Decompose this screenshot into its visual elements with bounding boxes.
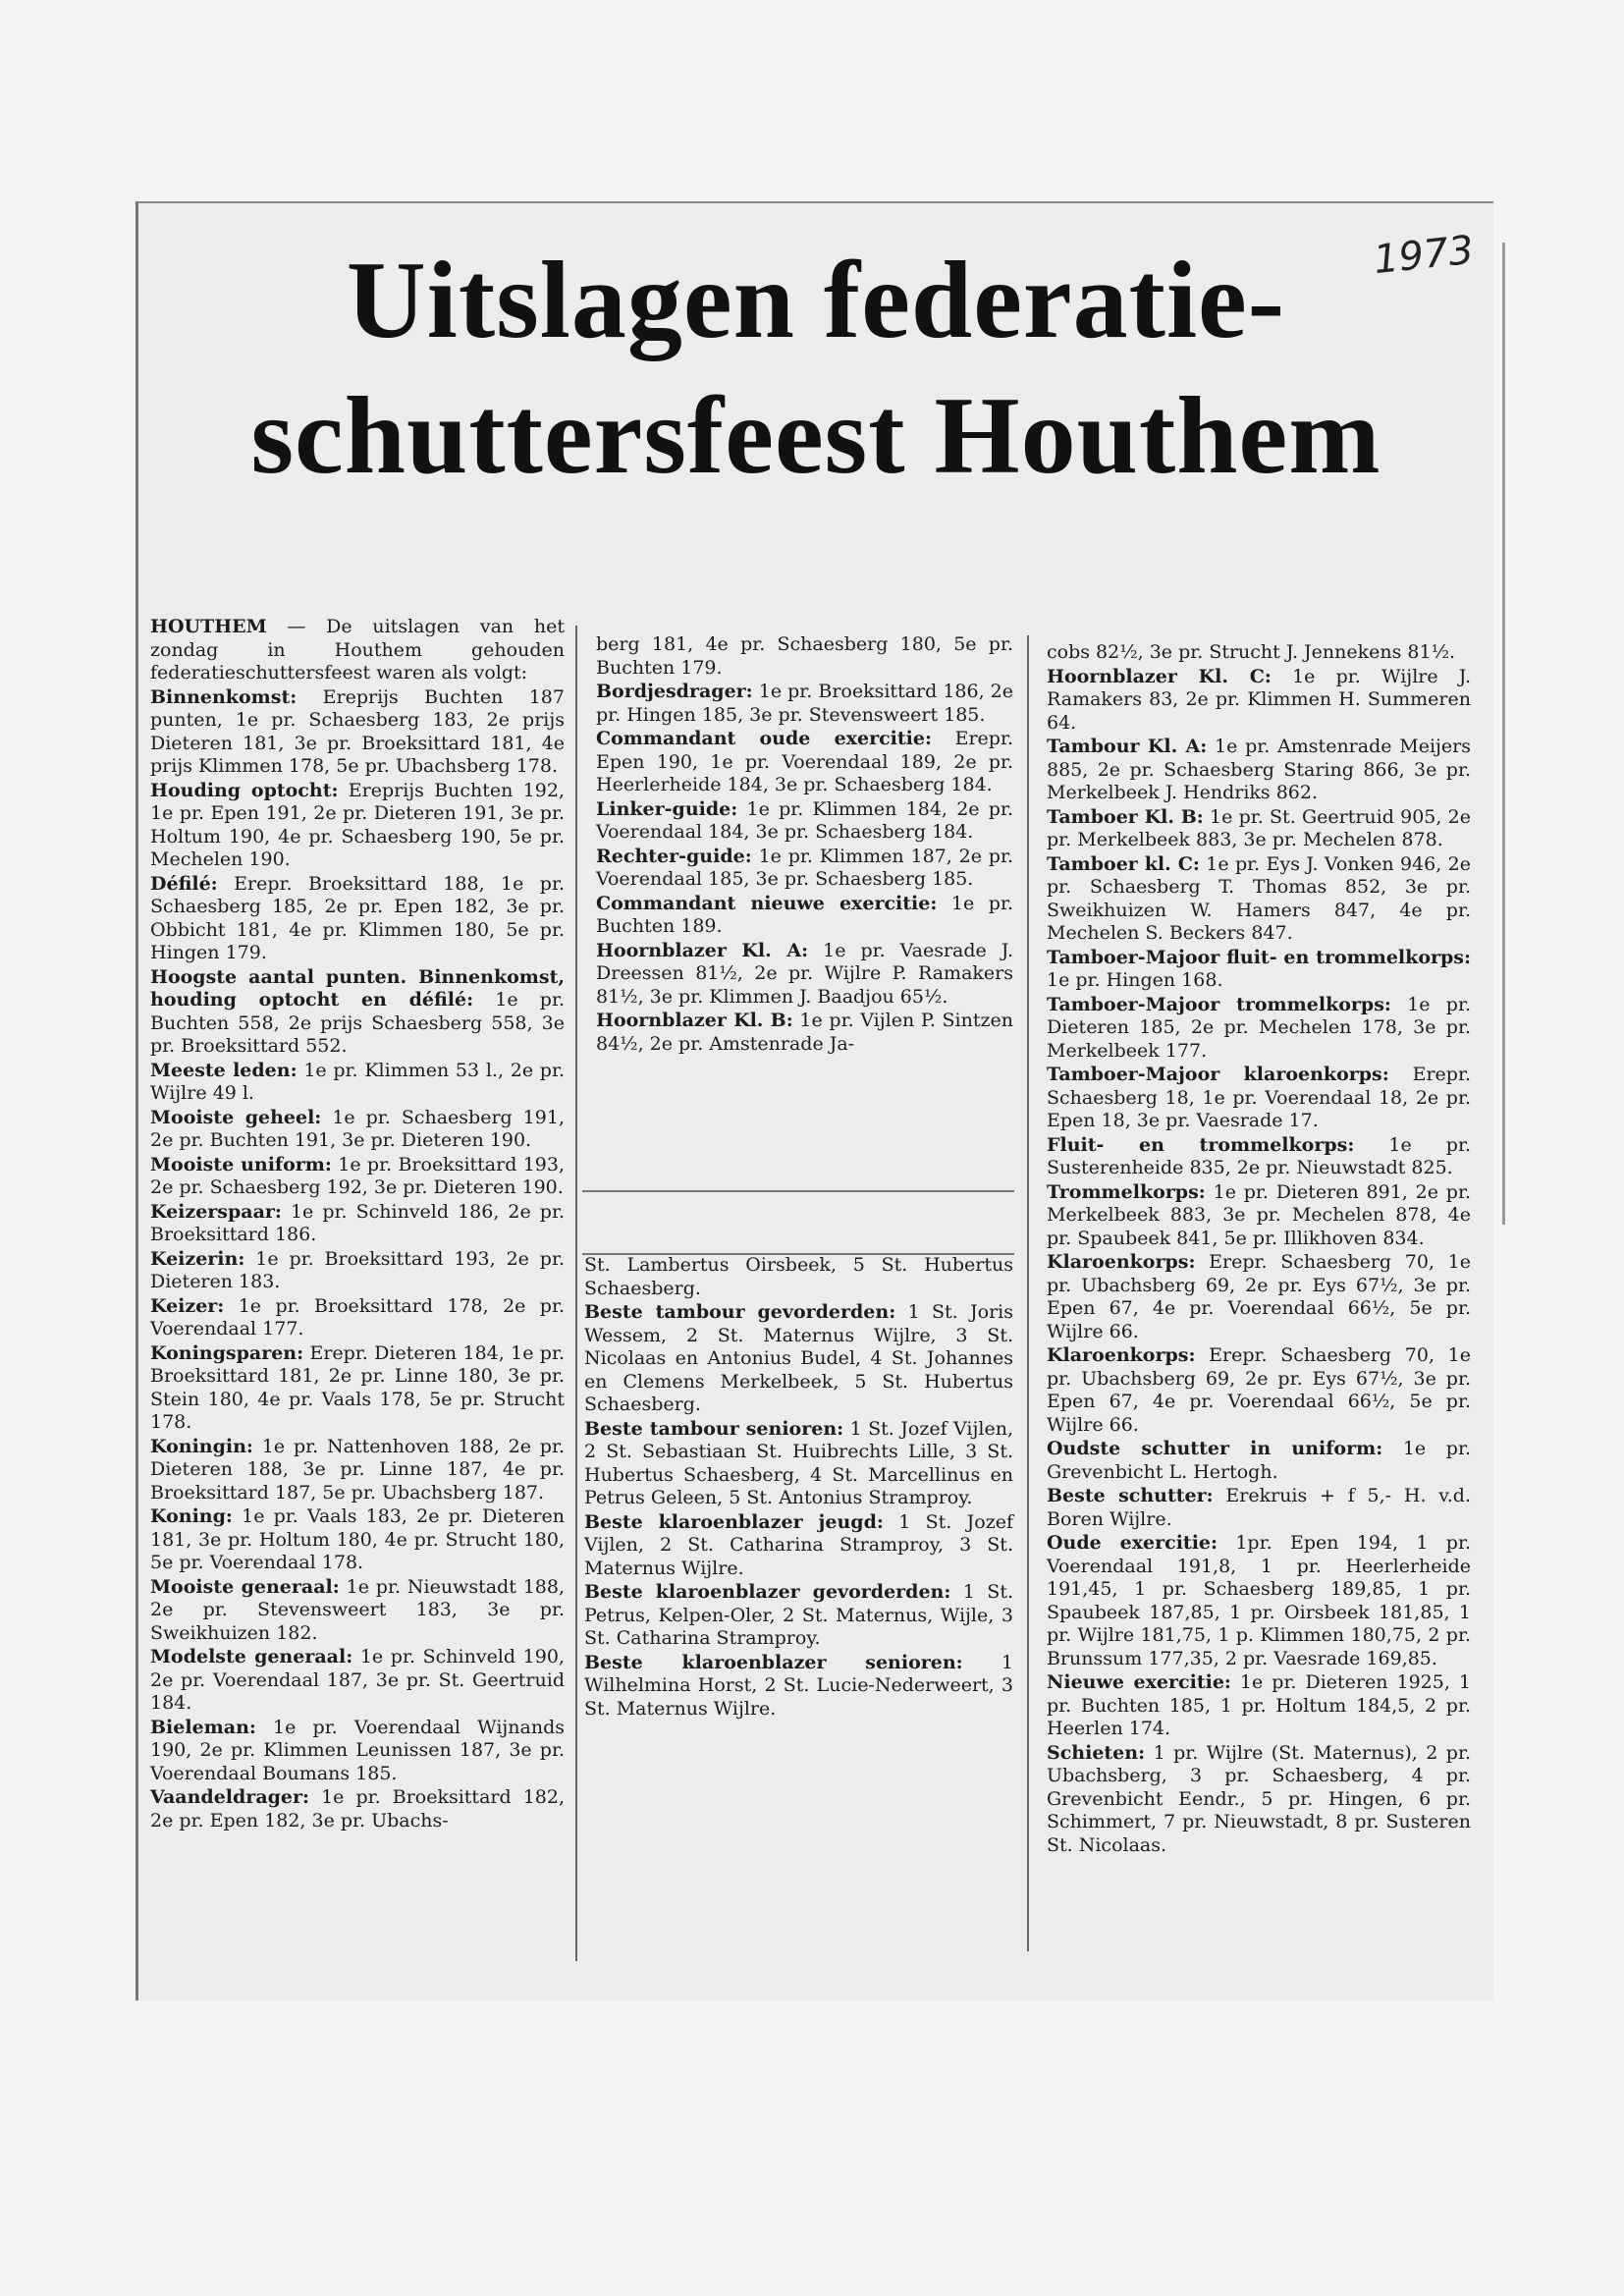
result-paragraph <box>150 873 565 965</box>
column-3 <box>1047 641 1471 1858</box>
result-text: 1e pr. Nattenhoven 188, 2e pr. Dieteren 188, 3e pr. Linne 187, 4e pr. Broeksittard 187, 5e pr. Ubachsberg 187. <box>150 1435 565 1503</box>
category-heading: Klaroenkorps: <box>1047 1251 1196 1273</box>
headline <box>158 233 1474 504</box>
result-text: 1e pr. Schaesberg 191, 2e pr. Buchten 191, 3e pr. Dieteren 190. <box>150 1106 565 1151</box>
category-heading: Mooiste generaal: <box>150 1575 340 1598</box>
result-paragraph <box>1047 1344 1471 1437</box>
result-paragraph <box>150 1436 565 1505</box>
category-heading: Beste klaroenblazer senioren: <box>584 1651 963 1673</box>
result-text: Erepr. Broeksittard 188, 1e pr. Schaesberg 185, 2e pr. Epen 182, 3e pr. Obbicht 181, 4e pr. Klimmen 180, 5e pr. Hingen 179. <box>150 872 565 963</box>
result-paragraph <box>1047 806 1471 852</box>
result-paragraph <box>1047 1251 1471 1343</box>
category-heading: Keizer: <box>150 1294 225 1317</box>
result-text: 1e pr. Voerendaal Wijnands 190, 2e pr. Klimmen Leunissen 187, 3e pr. Voerendaal Boumans 185. <box>150 1716 565 1784</box>
category-heading: Koning: <box>150 1505 233 1527</box>
result-paragraph <box>596 681 1013 727</box>
result-text: 1e pr. Hingen 168. <box>1047 969 1223 991</box>
result-text: Erepr. Dieteren 184, 1e pr. Broeksittard 181, 2e pr. Linne 180, 3e pr. Stein 180, 4e pr. Vaals 178, 5e pr. Strucht 178. <box>150 1341 565 1433</box>
result-text: 1e pr. Broeksittard 193, 2e pr. Schaesberg 192, 3e pr. Dieteren 190. <box>150 1153 566 1198</box>
category-heading: HOUTHEM <box>150 616 267 637</box>
result-text: Ereprijs Buchten 187 punten, 1e pr. Schaesberg 183, 2e prijs Dieteren 181, 3e pr. Broeksittard 181, 4e prijs Klimmen 178, 5e pr. Ubachsberg 178. <box>150 685 565 777</box>
category-heading: Beste klaroenblazer jeugd: <box>584 1510 884 1533</box>
category-heading: Tamboer-Majoor trommelkorps: <box>1047 993 1391 1015</box>
headline-line-1: Uitslagen federatie- <box>346 240 1286 361</box>
category-heading: Tambour Kl. A: <box>1047 736 1208 757</box>
category-heading: Schieten: <box>1047 1741 1146 1764</box>
result-text: 1e pr. Klimmen 184, 2e pr. Voerendaal 184, 3e pr. Schaesberg 184. <box>596 797 1013 843</box>
category-heading: Hoornblazer Kl. A: <box>596 939 809 961</box>
category-heading: Koningsparen: <box>150 1341 304 1364</box>
result-text: 1e pr. Vaals 183, 2e pr. Dieteren 181, 3e pr. Holtum 180, 4e pr. Strucht 180, 5e pr. Voerendaal 178. <box>150 1505 565 1573</box>
category-heading: Koningin: <box>150 1435 253 1457</box>
category-heading: Keizerin: <box>150 1247 245 1270</box>
result-paragraph <box>584 1301 1013 1417</box>
result-text: 1e pr. Buchten 558, 2e prijs Schaesberg 558, 3e pr. Broeksittard 552. <box>150 989 565 1057</box>
result-text: Erepr. Schaesberg 18, 1e pr. Voerendaal 18, 2e pr. Epen 18, 3e pr. Vaesrade 17. <box>1047 1064 1471 1131</box>
result-paragraph <box>1047 1181 1471 1251</box>
result-text: 1e pr. Broeksittard 178, 2e pr. Voerendaal 177. <box>150 1294 565 1339</box>
category-heading: Binnenkomst: <box>150 685 298 708</box>
result-text: 1 St. Jozef Vijlen, 2 St. Catharina Stramproy, 3 St. Maternus Wijlre. <box>584 1510 1013 1579</box>
result-paragraph <box>1047 641 1471 665</box>
category-heading: Oudste schutter in uniform: <box>1047 1438 1383 1459</box>
result-paragraph <box>150 1717 565 1786</box>
result-paragraph <box>150 966 565 1059</box>
headline-line-2: schuttersfeest Houthem <box>250 375 1381 497</box>
category-heading: Hoornblazer Kl. B: <box>596 1010 793 1031</box>
newspaper-clipping <box>135 201 1493 2000</box>
result-text: 1e pr. Eys J. Vonken 946, 2e pr. Schaesberg T. Thomas 852, 3e pr. Sweikhuizen W. Hamers 847, 4e pr. Mechelen S. Beckers 847. <box>1047 852 1471 944</box>
result-paragraph <box>596 798 1013 845</box>
result-text: 1 St. Jozef Vijlen, 2 St. Sebastiaan St. Huibrechts Lille, 3 St. Hubertus Schaesberg, 4 St. Marcellinus en Petrus Geleen, 5 St. Antonius Stramproy. <box>584 1417 1013 1508</box>
result-text: 1e pr. Wijlre J. Ramakers 83, 2e pr. Klimmen H. Summeren 64. <box>1047 665 1471 734</box>
category-heading: Bieleman: <box>150 1716 256 1738</box>
result-text: 1 pr. Wijlre (St. Maternus), 2 pr. Ubachsberg, 3 pr. Schaesberg, 4 pr. Grevenbicht Eendr., 5 pr. Hingen, 6 pr. Schimmert, 7 pr. Nieuwstadt, 8 pr. Susteren St. Nicolaas. <box>1047 1741 1471 1856</box>
result-text: 1e pr. Amstenrade Meijers 885, 2e pr. Schaesberg Staring 866, 3e pr. Merkelbeek J. Hendriks 862. <box>1047 736 1471 803</box>
category-heading: Meeste leden: <box>150 1059 298 1081</box>
result-text: Erekruis + f 5,- H. v.d. Boren Wijlre. <box>1047 1485 1471 1530</box>
result-paragraph <box>1047 1485 1471 1531</box>
result-paragraph <box>150 616 565 685</box>
column-divider <box>575 626 577 1961</box>
result-paragraph <box>150 1060 565 1106</box>
result-text: 1 Wilhelmina Horst, 2 St. Lucie-Nederweert, 3 St. Maternus Wijlre. <box>584 1651 1013 1720</box>
category-heading: Défilé: <box>150 872 218 895</box>
handwritten-year: 1973 <box>1371 227 1476 284</box>
category-heading: Fluit- en trommelkorps: <box>1047 1133 1355 1156</box>
category-heading: Mooiste geheel: <box>150 1106 322 1128</box>
result-text: 1e pr. Dieteren 185, 2e pr. Mechelen 178, 3e pr. Merkelbeek 177. <box>1047 993 1471 1062</box>
result-text: 1pr. Epen 194, 1 pr. Voerendaal 191,8, 1 pr. Heerlerheide 191,45, 1 pr. Schaesberg 189,85, 1 pr. Spaubeek 187,85, 1 pr. Oirsbeek 181,85, 1 pr. Wijlre 181,75, 1 p. Klimmen 180,75, 2 pr. Brunssum 177,35, 2 pr. Vaesrade 169,85. <box>1047 1532 1471 1669</box>
category-heading: Commandant oude exercitie: <box>596 728 932 749</box>
category-heading: Rechter-guide: <box>596 845 752 867</box>
result-text: Erepr. Schaesberg 70, 1e pr. Ubachsberg 69, 2e pr. Eys 67½, 3e pr. Epen 67, 4e pr. Voerendaal 66½, 5e pr. Wijlre 66. <box>1047 1344 1471 1436</box>
result-text: 1e pr. Vaesrade J. Dreessen 81½, 2e pr. Wijlre P. Ramakers 81½, 3e pr. Klimmen J. Baadjou 65½. <box>596 939 1013 1008</box>
category-heading: Tamboer-Majoor fluit- en trommelkorps: <box>1047 946 1471 968</box>
column-2 <box>596 633 1013 1057</box>
result-paragraph <box>596 1010 1013 1056</box>
category-heading: Hoogste aantal punten. Binnenkomst, houding optocht en défilé: <box>150 965 565 1011</box>
category-heading: Commandant nieuwe exercitie: <box>596 892 938 914</box>
result-paragraph <box>150 1201 565 1247</box>
result-text: Erepr. Schaesberg 70, 1e pr. Ubachsberg 69, 2e pr. Eys 67½, 3e pr. Epen 67, 4e pr. Voerendaal 66½, 5e pr. Wijlre 66. <box>1047 1251 1471 1342</box>
result-paragraph <box>150 1576 565 1646</box>
result-paragraph <box>1047 1532 1471 1670</box>
result-paragraph <box>1047 736 1471 805</box>
result-text: — De uitslagen van het zondag in Houthem gehouden federatieschuttersfeest waren als volgt: <box>150 616 565 683</box>
category-heading: Beste tambour senioren: <box>584 1417 844 1440</box>
result-paragraph <box>596 633 1013 680</box>
category-heading: Beste schutter: <box>1047 1485 1214 1506</box>
result-paragraph <box>1047 1438 1471 1484</box>
result-paragraph <box>1047 1671 1471 1741</box>
column-divider <box>1027 635 1029 1951</box>
result-paragraph <box>150 1107 565 1153</box>
result-paragraph <box>596 940 1013 1010</box>
category-heading: Houding optocht: <box>150 779 339 801</box>
result-paragraph <box>584 1254 1013 1300</box>
column-2-continued <box>584 1254 1013 1722</box>
result-paragraph <box>584 1511 1013 1581</box>
result-paragraph <box>150 1342 565 1435</box>
category-heading: Klaroenkorps: <box>1047 1344 1196 1366</box>
category-heading: Hoornblazer Kl. C: <box>1047 665 1272 687</box>
category-heading: Bordjesdrager: <box>596 681 753 702</box>
result-text: Ereprijs Buchten 192, 1e pr. Epen 191, 2e pr. Dieteren 191, 3e pr. Holtum 190, 4e pr. Schaesberg 190, 5e pr. Mechelen 190. <box>150 779 565 870</box>
result-text: 1e pr. Broeksittard 182, 2e pr. Epen 182, 3e pr. Ubachs- <box>150 1786 565 1831</box>
result-paragraph <box>584 1581 1013 1651</box>
category-heading: Trommelkorps: <box>1047 1180 1206 1203</box>
category-heading: Tamboer kl. C: <box>1047 852 1200 875</box>
result-paragraph <box>1047 666 1471 736</box>
result-paragraph <box>1047 853 1471 946</box>
result-text: 1e pr. Nieuwstadt 188, 2e pr. Stevensweert 183, 3e pr. Sweikhuizen 182. <box>150 1575 565 1644</box>
result-text: Erepr. Epen 190, 1e pr. Voerendaal 189, 2e pr. Heerlerheide 184, 3e pr. Schaesberg 184. <box>596 728 1013 795</box>
result-paragraph <box>150 1505 565 1575</box>
category-heading: Tamboer Kl. B: <box>1047 805 1204 828</box>
result-text: 1e pr. St. Geertruid 905, 2e pr. Merkelbeek 883, 3e pr. Mechelen 878. <box>1047 805 1471 850</box>
category-heading: Modelste generaal: <box>150 1646 353 1667</box>
result-text: cobs 82½, 3e pr. Strucht J. Jennekens 81½. <box>1047 641 1456 663</box>
result-text: 1e pr. Grevenbicht L. Hertogh. <box>1047 1438 1472 1483</box>
category-heading: Beste klaroenblazer gevorderden: <box>584 1581 951 1603</box>
result-paragraph <box>584 1652 1013 1722</box>
result-paragraph <box>150 1248 565 1294</box>
result-text: 1e pr. Klimmen 53 l., 2e pr. Wijlre 49 l. <box>150 1059 565 1104</box>
result-text: 1e pr. Schinveld 186, 2e pr. Broeksittard 186. <box>150 1200 565 1245</box>
result-paragraph <box>150 1646 565 1716</box>
category-heading: Vaandeldrager: <box>150 1786 310 1808</box>
result-paragraph <box>150 1786 565 1832</box>
result-text: 1e pr. Vijlen P. Sintzen 84½, 2e pr. Amstenrade Ja- <box>596 1010 1013 1055</box>
result-paragraph <box>596 893 1013 939</box>
result-text: 1e pr. Broeksittard 186, 2e pr. Hingen 185, 3e pr. Stevensweert 185. <box>596 681 1013 726</box>
result-paragraph <box>1047 1134 1471 1180</box>
category-heading: Linker-guide: <box>596 797 738 820</box>
result-paragraph <box>1047 1064 1471 1133</box>
result-paragraph <box>1047 1742 1471 1858</box>
category-heading: Beste tambour gevorderden: <box>584 1301 896 1323</box>
column-1 <box>150 616 565 1833</box>
result-paragraph <box>150 780 565 872</box>
result-text: 1e pr. Broeksittard 193, 2e pr. Dieteren 183. <box>150 1247 565 1292</box>
result-paragraph <box>150 1295 565 1341</box>
result-text: 1e pr. Dieteren 1925, 1 pr. Buchten 185, 1 pr. Holtum 184,5, 2 pr. Heerlen 174. <box>1047 1671 1471 1739</box>
clipping-gap <box>582 1190 1014 1255</box>
result-text: berg 181, 4e pr. Schaesberg 180, 5e pr. Buchten 179. <box>596 633 1013 679</box>
result-paragraph <box>1047 994 1471 1064</box>
category-heading: Mooiste uniform: <box>150 1153 332 1175</box>
result-text: 1 St. Joris Wessem, 2 St. Maternus Wijlre, 3 St. Nicolaas en Antonius Budel, 4 St. Johannes en Clemens Merkelbeek, 5 St. Hubertus Schaesberg. <box>584 1301 1014 1415</box>
result-paragraph <box>1047 947 1471 993</box>
result-text: 1e pr. Schinveld 190, 2e pr. Voerendaal 187, 3e pr. St. Geertruid 184. <box>150 1646 565 1714</box>
result-text: 1 St. Petrus, Kelpen-Oler, 2 St. Maternus, Wijle, 3 St. Catharina Stramproy. <box>584 1581 1013 1649</box>
result-text: 1e pr. Dieteren 891, 2e pr. Merkelbeek 883, 3e pr. Mechelen 878, 4e pr. Spaubeek 841, 5e pr. Illikhoven 834. <box>1047 1180 1471 1249</box>
result-paragraph <box>596 846 1013 892</box>
category-heading: Nieuwe exercitie: <box>1047 1671 1231 1693</box>
result-paragraph <box>150 686 565 779</box>
result-text: St. Lambertus Oirsbeek, 5 St. Hubertus Schaesberg. <box>584 1254 1013 1299</box>
category-heading: Keizerspaar: <box>150 1200 282 1223</box>
result-paragraph <box>584 1418 1013 1510</box>
result-paragraph <box>596 728 1013 797</box>
result-text: 1e pr. Buchten 189. <box>596 892 1013 937</box>
result-paragraph <box>150 1154 565 1200</box>
category-heading: Oude exercitie: <box>1047 1532 1218 1554</box>
result-text: 1e pr. Susterenheide 835, 2e pr. Nieuwstadt 825. <box>1047 1133 1471 1178</box>
category-heading: Tamboer-Majoor klaroenkorps: <box>1047 1064 1389 1085</box>
result-text: 1e pr. Klimmen 187, 2e pr. Voerendaal 185, 3e pr. Schaesberg 185. <box>596 845 1013 890</box>
